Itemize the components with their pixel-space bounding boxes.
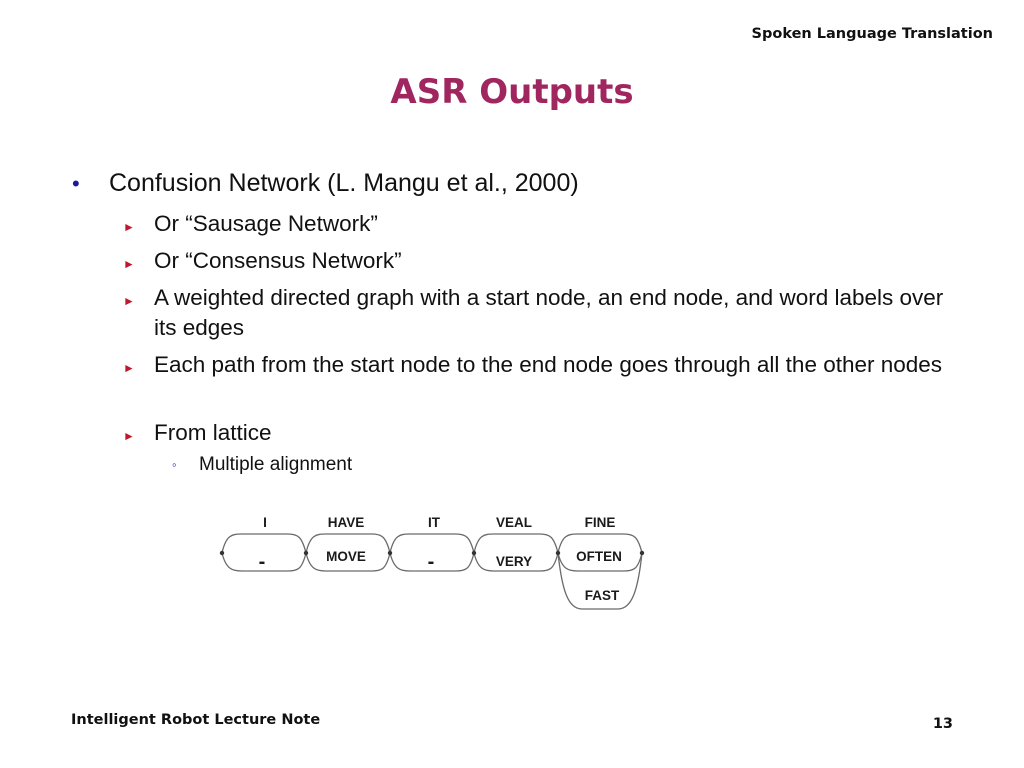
edge-label: MOVE [326, 549, 366, 564]
header-course-label: Spoken Language Translation [751, 26, 993, 42]
arrow-marker-icon: ► [123, 294, 135, 308]
confusion-network-diagram [210, 505, 650, 615]
sub-bullet: A weighted directed graph with a start node, an end node, and word labels over its edges [154, 285, 944, 340]
page-number: 13 [932, 716, 953, 732]
edge-label: VERY [495, 554, 533, 569]
edge-label: FAST [584, 588, 620, 603]
sub-bullet: Or “Consensus Network” [154, 248, 402, 273]
edge-label: OFTEN [576, 549, 622, 564]
slide-title: ASR Outputs [390, 72, 634, 112]
sub-bullet: Or “Sausage Network” [154, 211, 378, 236]
arrow-marker-icon: ► [123, 429, 135, 443]
bullet-dot-icon: • [72, 171, 80, 196]
edge-label: VEAL [495, 515, 533, 530]
footer-lecture-label: Intelligent Robot Lecture Note [71, 712, 321, 728]
bullet-main: Confusion Network (L. Mangu et al., 2000) [109, 169, 579, 197]
network-node [556, 551, 560, 555]
arrow-marker-icon: ► [123, 361, 135, 375]
network-node [472, 551, 476, 555]
arrow-marker-icon: ► [123, 257, 135, 271]
network-node [220, 551, 224, 555]
edge-label: FINE [584, 515, 616, 530]
edge-label: - [427, 551, 435, 573]
edge-label: I [263, 515, 267, 530]
sub-bullet: From lattice [154, 420, 272, 445]
sub-sub-bullet: Multiple alignment [199, 454, 353, 475]
network-node [304, 551, 308, 555]
arrow-marker-icon: ► [123, 220, 135, 234]
edge-label: HAVE [327, 515, 365, 530]
edge-arc [474, 534, 558, 553]
edge-label: IT [428, 515, 440, 530]
network-node [640, 551, 644, 555]
circle-marker-icon: ◦ [172, 457, 177, 472]
sub-bullet: Each path from the start node to the end node goes through all the other nodes [154, 352, 943, 377]
network-node [388, 551, 392, 555]
edge-label: - [258, 551, 266, 573]
